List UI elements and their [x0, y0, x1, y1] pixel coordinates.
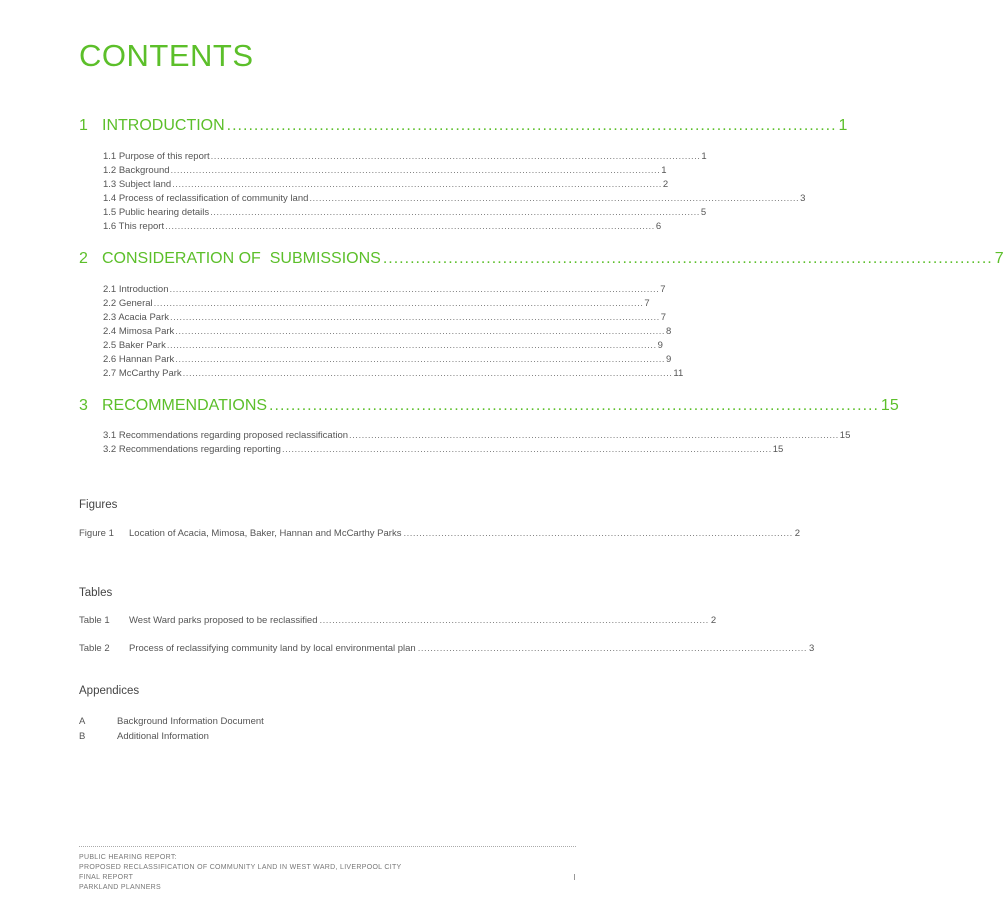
section-label: INTRODUCTION: [102, 117, 225, 134]
toc-item[interactable]: [103, 354, 672, 366]
toc-item-page: 1: [661, 165, 667, 176]
toc-section-3[interactable]: [79, 397, 899, 415]
toc-item[interactable]: [103, 207, 707, 219]
appendix-label: Background Information Document: [117, 716, 264, 727]
toc-item-label: 2.6 Hannan Park: [103, 354, 175, 365]
leader-dots: ............................................................................................................................................................: [210, 151, 701, 162]
toc-item-page: 11: [673, 368, 684, 379]
section-page: 15: [880, 397, 899, 414]
figure-label: Location of Acacia, Mimosa, Baker, Hannan and McCarthy Parks: [129, 528, 402, 539]
toc-item-page: 1: [701, 151, 707, 162]
section-number: 1: [79, 117, 88, 134]
footer-divider: [79, 846, 576, 847]
table-page: 3: [809, 643, 815, 654]
appendix-key: A: [79, 716, 86, 727]
leader-dots: ............................................................................................................................................................: [182, 368, 673, 379]
leader-dots: ............................................................................................................................................................: [153, 298, 644, 309]
toc-section-2[interactable]: [79, 250, 1004, 268]
table-page: 2: [710, 615, 717, 626]
toc-item-page: 9: [657, 340, 663, 351]
toc-item[interactable]: [103, 368, 684, 380]
toc-item-page: 6: [655, 221, 662, 232]
page-title: CONTENTS: [79, 38, 254, 73]
toc-item[interactable]: [103, 430, 851, 442]
section-label: RECOMMENDATIONS: [102, 397, 268, 414]
leader-dots: ............................................................................................................................................................: [349, 430, 839, 441]
footer-line-1: PUBLIC HEARING REPORT:: [79, 854, 177, 861]
table-list-item[interactable]: [79, 643, 815, 654]
appendix-label: Additional Information: [117, 731, 209, 742]
section-page: 7: [994, 250, 1004, 267]
toc-item-page: 15: [839, 430, 851, 441]
footer-line-3: FINAL REPORT: [79, 874, 134, 881]
page-footer: [79, 853, 576, 893]
leader-dots: ............................................................................................................................................................: [210, 207, 700, 218]
toc-item-label: 3.1 Recommendations regarding proposed reclassification: [103, 430, 349, 441]
figure-key: Figure 1: [79, 528, 114, 539]
toc-item[interactable]: [103, 326, 672, 338]
toc-item-page: 9: [666, 354, 672, 365]
leader-dots: ................................................................................................................: [226, 117, 837, 134]
section-label: CONSIDERATION OF SUBMISSIONS: [102, 250, 381, 267]
toc-section-1[interactable]: [79, 117, 848, 135]
toc-item-label: 2.2 General: [103, 298, 153, 309]
footer-line-2: PROPOSED RECLASSIFICATION OF COMMUNITY LAND IN WEST WARD, LIVERPOOL CITY: [79, 864, 402, 871]
toc-item[interactable]: [103, 340, 663, 352]
toc-item[interactable]: [103, 221, 662, 233]
leader-dots: ............................................................................................................................: [417, 643, 808, 654]
toc-item-label: 2.1 Introduction: [103, 284, 169, 295]
leader-dots: ............................................................................................................................................................: [281, 444, 772, 455]
toc-item-label: 1.4 Process of reclassification of community land: [103, 193, 309, 204]
appendix-item[interactable]: [79, 731, 209, 742]
table-list-item[interactable]: [79, 615, 717, 626]
leader-dots: ............................................................................................................................................................: [170, 312, 660, 323]
toc-item[interactable]: [103, 151, 707, 163]
footer-line-4: PARKLAND PLANNERS: [79, 884, 161, 891]
figure-list-item[interactable]: [79, 528, 801, 539]
footer-page-number: I: [573, 873, 576, 882]
leader-dots: ................................................................................................................: [269, 397, 879, 414]
leader-dots: ............................................................................................................................................................: [170, 165, 661, 176]
toc-item[interactable]: [103, 298, 650, 310]
table-key: Table 2: [79, 643, 110, 654]
leader-dots: ................................................................................................................: [382, 250, 993, 267]
appendix-item[interactable]: [79, 716, 264, 727]
appendix-key: B: [79, 731, 86, 742]
appendices-heading: Appendices: [79, 685, 140, 697]
figure-page: 2: [794, 528, 801, 539]
toc-item-label: 1.5 Public hearing details: [103, 207, 210, 218]
toc-item-label: 1.3 Subject land: [103, 179, 172, 190]
toc-item[interactable]: [103, 312, 667, 324]
leader-dots: ............................................................................................................................: [403, 528, 793, 539]
toc-item-page: 3: [800, 193, 806, 204]
toc-item-page: 15: [772, 444, 784, 455]
toc-item-page: 8: [666, 326, 672, 337]
leader-dots: ............................................................................................................................................................: [169, 284, 660, 295]
section-number: 3: [79, 397, 88, 414]
table-label: West Ward parks proposed to be reclassified: [129, 615, 318, 626]
toc-item-label: 1.2 Background: [103, 165, 170, 176]
toc-item-label: 1.6 This report: [103, 221, 165, 232]
leader-dots: ............................................................................................................................................................: [175, 326, 666, 337]
leader-dots: ............................................................................................................................................................: [175, 354, 666, 365]
leader-dots: ............................................................................................................................................................: [165, 221, 655, 232]
toc-item-page: 5: [700, 207, 707, 218]
toc-item-label: 3.2 Recommendations regarding reporting: [103, 444, 281, 455]
toc-item-page: 7: [660, 284, 666, 295]
leader-dots: ............................................................................................................................................................: [166, 340, 657, 351]
leader-dots: ............................................................................................................................: [319, 615, 709, 626]
section-number: 2: [79, 250, 88, 267]
toc-item[interactable]: [103, 165, 667, 177]
leader-dots: ............................................................................................................................................................: [309, 193, 800, 204]
toc-item-page: 2: [662, 179, 669, 190]
table-label: Process of reclassifying community land by local environmental plan: [129, 643, 416, 654]
leader-dots: ............................................................................................................................................................: [172, 179, 662, 190]
tables-heading: Tables: [79, 587, 113, 599]
toc-item[interactable]: [103, 193, 806, 205]
section-page: 1: [838, 117, 848, 134]
toc-item-label: 1.1 Purpose of this report: [103, 151, 210, 162]
toc-item-label: 2.5 Baker Park: [103, 340, 166, 351]
toc-item-page: 7: [660, 312, 667, 323]
toc-item-label: 2.7 McCarthy Park: [103, 368, 182, 379]
figures-heading: Figures: [79, 499, 118, 511]
toc-item-page: 7: [644, 298, 650, 309]
toc-item[interactable]: [103, 179, 669, 191]
toc-item[interactable]: [103, 444, 784, 456]
toc-item[interactable]: [103, 284, 666, 296]
table-key: Table 1: [79, 615, 110, 626]
toc-item-label: 2.4 Mimosa Park: [103, 326, 175, 337]
toc-item-label: 2.3 Acacia Park: [103, 312, 170, 323]
